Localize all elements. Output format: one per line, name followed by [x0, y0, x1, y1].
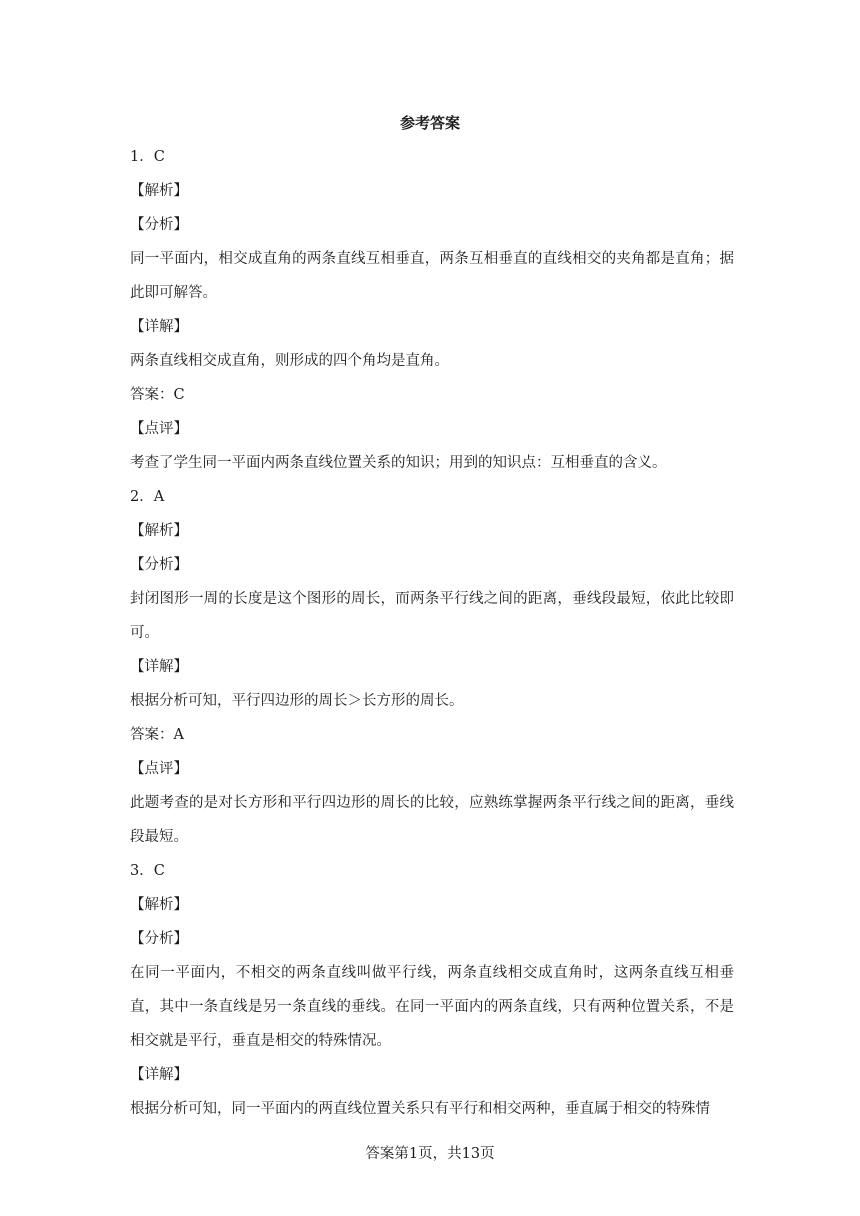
question-1-dianping-text: 考查了学生同一平面内两条直线位置关系的知识；用到的知识点：互相垂直的含义。 — [130, 455, 667, 471]
page-title: 参考答案 — [399, 114, 460, 132]
question-2-fenxi-text: 封闭图形一周的长度是这个图形的周长，而两条平行线之间的距离，垂线段最短，依此比较即可。 — [130, 591, 734, 641]
question-1-jiexi-label: 【解析】 — [130, 183, 188, 199]
question-3-xiangjie-label: 【详解】 — [130, 1067, 188, 1083]
question-1-answer: 答案：C — [130, 387, 185, 403]
question-3-xiangjie-text: 根据分析可知，同一平面内的两直线位置关系只有平行和相交两种，垂直属于相交的特殊情 — [130, 1101, 710, 1117]
question-3-number: 3．C — [130, 863, 165, 879]
question-1-fenxi-text: 同一平面内，相交成直角的两条直线互相垂直，两条互相垂直的直线相交的夹角都是直角；据此即可解答。 — [130, 251, 734, 301]
question-2-xiangjie-text: 根据分析可知，平行四边形的周长＞长方形的周长。 — [130, 693, 464, 709]
question-2-jiexi-label: 【解析】 — [130, 523, 188, 539]
question-2-fenxi-label: 【分析】 — [130, 557, 188, 573]
question-2-xiangjie-label: 【详解】 — [130, 659, 188, 675]
question-1-fenxi-label: 【分析】 — [130, 217, 188, 233]
question-1-xiangjie-label: 【详解】 — [130, 319, 188, 335]
question-2-dianping-label: 【点评】 — [130, 761, 188, 777]
question-2-dianping-text: 此题考查的是对长方形和平行四边形的周长的比较，应熟练掌握两条平行线之间的距离，垂线段最短。 — [130, 795, 734, 845]
question-1-number: 1．C — [130, 149, 165, 165]
question-3-fenxi-label: 【分析】 — [130, 931, 188, 947]
question-3-jiexi-label: 【解析】 — [130, 897, 188, 913]
page-footer: 答案第1页，共13页 — [365, 1146, 495, 1162]
question-1-xiangjie-text: 两条直线相交成直角，则形成的四个角均是直角。 — [130, 353, 449, 369]
question-2-number: 2．A — [130, 489, 165, 505]
question-2-answer: 答案：A — [130, 727, 184, 743]
question-1-dianping-label: 【点评】 — [130, 421, 188, 437]
question-3-fenxi-text: 在同一平面内，不相交的两条直线叫做平行线，两条直线相交成直角时，这两条直线互相垂直，其中一条直线是另一条直线的垂线。在同一平面内的两条直线，只有两种位置关系，不是相交就是平行，垂直是相交的特殊情况。 — [130, 965, 734, 1049]
answer-content — [130, 140, 734, 1126]
